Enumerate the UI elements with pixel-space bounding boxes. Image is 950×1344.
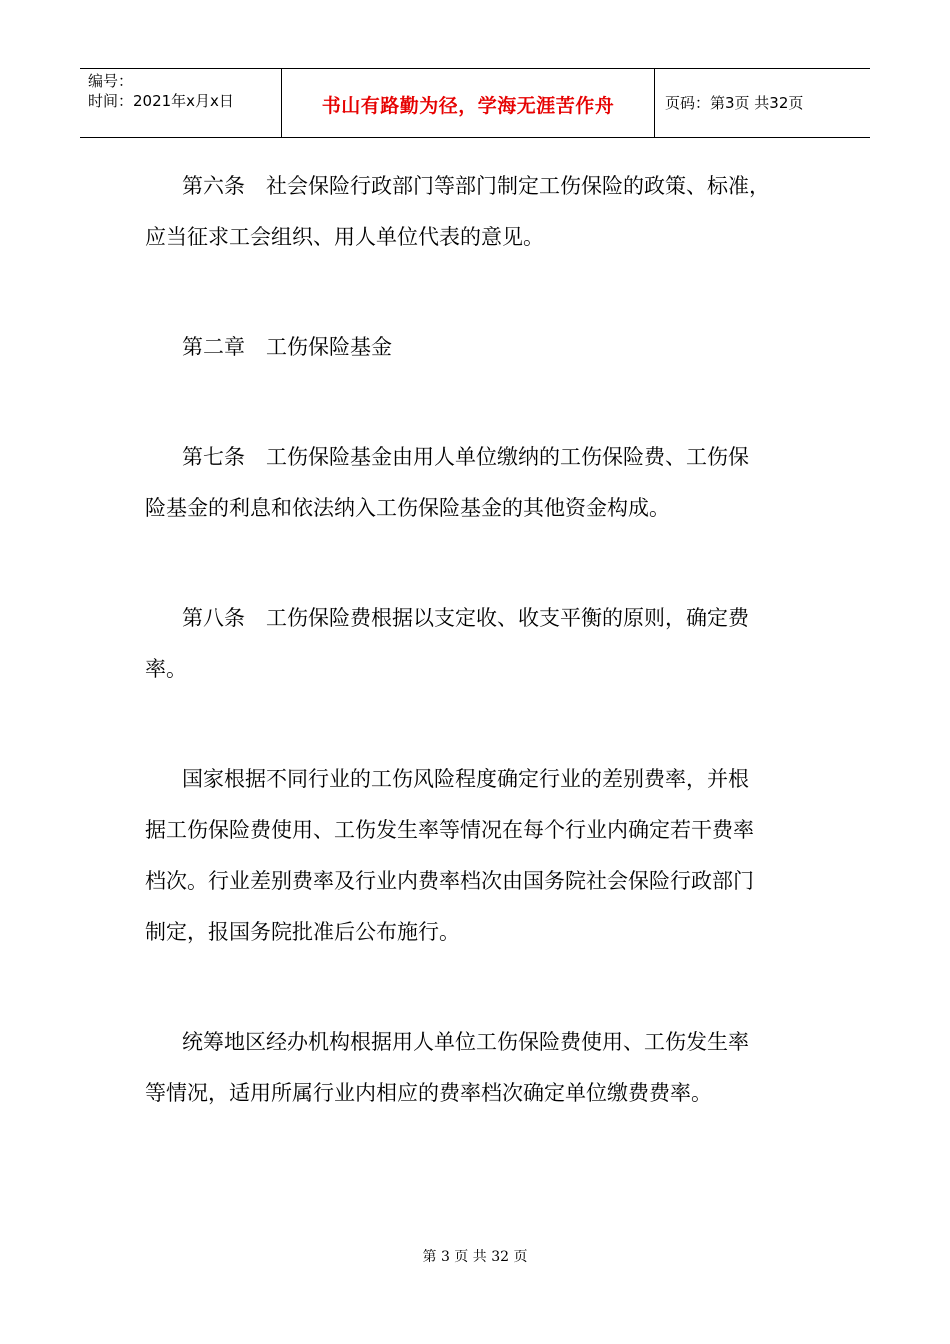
chapter-heading: 第二章 工伤保险基金 (182, 335, 392, 359)
paragraph-line: 制定，报国务院批准后公布施行。 (145, 920, 460, 944)
paragraph-line: 第六条 社会保险行政部门等部门制定工伤保险的政策、标准， (182, 174, 770, 198)
paragraph-line: 第七条 工伤保险基金由用人单位缴纳的工伤保险费、工伤保 (182, 445, 749, 469)
paragraph-line: 应当征求工会组织、用人单位代表的意见。 (145, 225, 544, 249)
document-number-label: 编号： (88, 72, 134, 90)
paragraph-line: 第八条 工伤保险费根据以支定收、收支平衡的原则，确定费 (182, 606, 749, 630)
header-motto: 书山有路勤为径，学海无涯苦作舟 (321, 95, 615, 117)
paragraph-line: 国家根据不同行业的工伤风险程度确定行业的差别费率，并根 (182, 767, 749, 791)
page-footer: 第 3 页 共 32 页 (422, 1249, 528, 1265)
header-page-info: 页码：第3页 共32页 (665, 94, 804, 112)
paragraph-line: 据工伤保险费使用、工伤发生率等情况在每个行业内确定若干费率 (145, 818, 754, 842)
document-date-label: 时间：2021年x月x日 (88, 92, 234, 110)
paragraph-line: 统筹地区经办机构根据用人单位工伤保险费使用、工伤发生率 (182, 1030, 749, 1054)
page-header (80, 68, 870, 138)
paragraph-line: 率。 (145, 657, 187, 681)
paragraph-line: 档次。行业差别费率及行业内费率档次由国务院社会保险行政部门 (145, 869, 754, 893)
header-motto-cell (282, 69, 655, 137)
paragraph-line: 等情况，适用所属行业内相应的费率档次确定单位缴费费率。 (145, 1081, 712, 1105)
paragraph-line: 险基金的利息和依法纳入工伤保险基金的其他资金构成。 (145, 496, 670, 520)
header-info-cell (80, 69, 282, 137)
header-page-cell (655, 69, 870, 137)
